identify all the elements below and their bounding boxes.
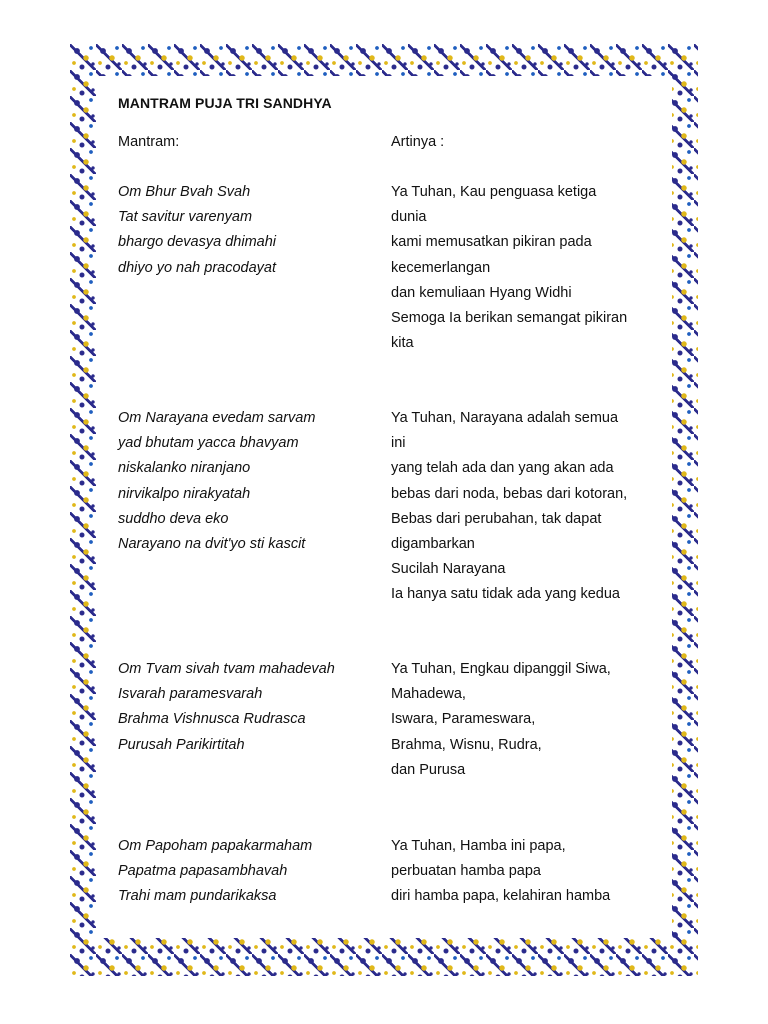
meaning-line: dunia	[391, 209, 427, 226]
meaning-line: Mahadewa,	[391, 686, 466, 703]
meaning-line: Ya Tuhan, Narayana adalah semua	[391, 410, 619, 426]
meaning-line: perbuatan hamba papa	[391, 863, 541, 880]
page-content-area	[96, 76, 672, 938]
meaning-line: Semoga Ia berikan semangat pikiran	[391, 310, 628, 326]
mantra-line: Om Narayana evedam sarvam	[118, 410, 316, 426]
meaning-line: Ya Tuhan, Hamba ini papa,	[391, 838, 566, 854]
mantra-line: Om Bhur Bvah Svah	[118, 184, 251, 200]
artinya-column-header: Artinya :	[391, 134, 445, 150]
meaning-line: Ia hanya satu tidak ada yang kedua	[391, 586, 620, 603]
meaning-line: bebas dari noda, bebas dari kotoran,	[391, 485, 628, 502]
meaning-line: diri hamba papa, kelahiran hamba	[391, 888, 611, 905]
mantra-line: Isvarah paramesvarah	[118, 686, 263, 703]
mantra-line: Om Tvam sivah tvam mahadevah	[118, 661, 335, 677]
meaning-line: kecemerlangan	[391, 259, 491, 276]
meaning-line: Sucilah Narayana	[391, 561, 506, 578]
mantra-line: niskalanko niranjano	[118, 460, 251, 477]
meaning-line: digambarkan	[391, 536, 475, 552]
mantra-line: dhiyo yo nah pracodayat	[118, 259, 276, 276]
mantra-line: yad bhutam yacca bhavyam	[118, 435, 299, 452]
meaning-line: kami memusatkan pikiran pada	[391, 234, 592, 251]
mantra-line: Papatma papasambhavah	[118, 863, 288, 880]
mantra-line: nirvikalpo nirakyatah	[118, 485, 251, 502]
meaning-line: dan kemuliaan Hyang Widhi	[391, 284, 572, 301]
meaning-line: Ya Tuhan, Kau penguasa ketiga	[391, 184, 597, 200]
mantra-line: Narayano na dvit'yo sti kascit	[118, 536, 306, 552]
meaning-line: yang telah ada dan yang akan ada	[391, 460, 614, 477]
mantra-line: suddho deva eko	[118, 510, 229, 527]
mantra-line: Purusah Parikirtitah	[118, 736, 245, 753]
mantra-line: Om Papoham papakarmaham	[118, 838, 313, 854]
mantra-line: Trahi mam pundarikaksa	[118, 888, 277, 905]
meaning-line: kita	[391, 335, 414, 352]
mantra-line: Brahma Vishnusca Rudrasca	[118, 711, 306, 728]
meaning-line: ini	[391, 435, 406, 452]
meaning-line: Iswara, Parameswara,	[391, 711, 536, 728]
mantra-line: Tat savitur varenyam	[118, 209, 253, 226]
meaning-line: Brahma, Wisnu, Rudra,	[391, 736, 542, 753]
mantram-column-header: Mantram:	[118, 134, 180, 150]
meaning-line: Ya Tuhan, Engkau dipanggil Siwa,	[391, 661, 611, 677]
meaning-line: Bebas dari perubahan, tak dapat	[391, 510, 602, 527]
meaning-line: dan Purusa	[391, 761, 466, 778]
mantra-line: bhargo devasya dhimahi	[118, 234, 276, 251]
page-title: MANTRAM PUJA TRI SANDHYA	[118, 95, 332, 111]
